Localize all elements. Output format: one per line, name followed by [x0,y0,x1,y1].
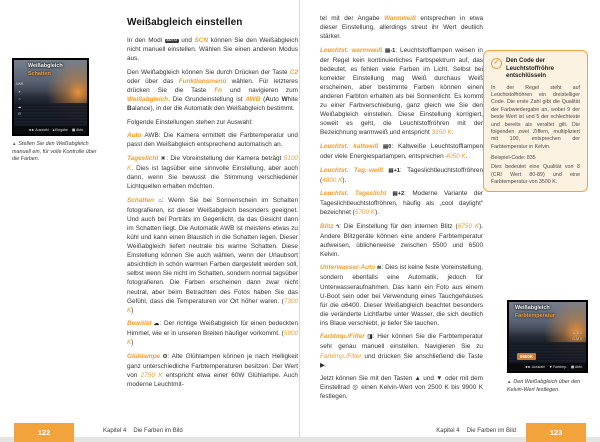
paragraph: tel mit der Angabe Warmweiß entsprechen in etwa dieser Einstellung, allerdings streut ihr Wert deutlich stärker. [320,15,483,41]
menu-button-icon: ▦ [72,128,76,132]
caption-text: Den Weißabgleich über den Kelvin-Wert festlegen. [507,379,581,393]
caption-text: Stellen Sie den Weißabgleich manuell ein, für volle Kontrolle über die Farben. [12,141,97,163]
section-title: Weißabgleich einstellen [127,17,243,28]
right-text-column [320,14,483,406]
wb-option-icon: ☀ [17,89,22,94]
page-bottom-edge [0,437,600,442]
hint-select: ◄►Auswahl [27,128,49,132]
paragraph: Schatten ⌂: Wenn Sie bei Sonnenschein im Schatten fotografieren, ist dieser Weißabgleich besonders geeignet. Und auch bei Porträts im Gegenlicht, da das Gesicht dann im Schatten liegt. Die Automatik AWB ist meistens etwas zu kühl und kann einen Blaustich in die Schatten legen. Dieser Weißabgleich liefert neutrale bis warme Schatten. Diese Einstellung können Sie auch wählen, wenn der Urlaubsort absichtlich in schön warmen Farben dargestellt werden soll, selbst wenn Sie nicht im Schatten, sondern normal tagsüber fotografieren. Die Farben erscheinen dann zwar nicht neutral, aber beim Betrachten des Fotos haben Sie das Gefühl, dass die Temperaturen vor Ort höher waren. (7300 K) [127,196,298,314]
tip-box-example-code: Beispiel-Code: 835 [491,154,536,161]
lcd-photo-harbor-dusk [509,302,586,371]
paragraph: Unterwasser-Auto ≋: Dies ist keine feste Voreinstellung, sondern ebenfalls eine Automatik, jedoch für Unterwasseraufnahmen. Das kann ein Foto aus einem U-Boot sein oder bei Verwendung eines Tauchgehäuses für die α6400. Dieser Weißabgleich beachtet besonders die veränderte Lichtfarbe unter Wasser, die sich deutlich ins Blaue verschiebt, je tiefer Sie tauchen. [320,264,483,327]
paragraph: Blitz ϟ: Die Einstellung für den internen Blitz (6750 K). Andere Blitzgeräte können eine andere Farbtemperatur aufweisen, üblicherweise zwischen 5500 und 6500 Kelvin. [320,222,483,258]
tip-box-header [491,58,580,81]
arrows-icon: ◄► [27,128,35,132]
lcd-hint-bar [509,363,586,371]
lcd-ab-gm-readout [572,331,582,343]
paragraph: In den Modi AUTO und SCN können Sie den Weißabgleich nicht manuell einstellen. Wählen Sie einen anderen Modus aus. [127,37,298,63]
paragraph: Leuchtst. Tageslicht ▤+2: Moderne Variante der Tageslichtleuchtstoffröhren, häufig als „cool daylight“ bezeichnet (5700 K). [320,190,483,217]
running-footer-right [436,428,516,434]
lcd-photo-harbor-dusk [14,60,87,134]
lcd-menu-title: Weißabgleich [515,305,550,311]
arrows-icon: ◄► [524,365,532,369]
gm-shift-value: G-M 0 [572,336,582,341]
hint-colortemp: ▼Farbtmp. [549,365,567,369]
lcd-selected-option: Schatten [28,71,51,77]
wb-option-icon: ʘ [18,112,21,117]
figure-caption-left [12,141,102,164]
page-number-left: 122 [14,423,74,442]
camera-lcd-white-balance-color-temp [507,300,588,373]
page-number-right: 123 [526,423,586,442]
running-footer-left [103,428,183,434]
paragraph: Auto AWB: Die Kamera ermittelt die Farbtemperatur und passt den Weißabgleich entsprechend automatisch an. [127,132,298,149]
lcd-selected-option: Farbtemperatur [515,313,555,319]
footer-section: Die Farben im Bild [133,428,183,434]
footer-section: Die Farben im Bild [466,428,516,434]
hint-cancel: ▦Abbr. [72,128,84,132]
camera-lcd-white-balance-shade [12,58,89,136]
paragraph: Bewölkt ☁: Der richtige Weißabgleich für einen bedeckten Himmel, wie er in unseren Breiten häufiger vorkommt. (5900 K) [127,320,298,347]
photo-skyline [14,90,87,100]
tip-box-fluorescent-code [483,50,588,192]
paragraph: Glühlampe ʘ: Alte Glühlampen können je nach Helligkeit ganz unterschiedliche Farbtemperaturen besitzen. Der Wert von 2750 K entspricht etwa einer 60W Glühlampe. Auch moderne Leuchtmit- [127,352,299,389]
paragraph: Tageslicht ☀: Die Voreinstellung der Kamera beträgt 5100 K. Dies ist tagsüber eine sinnvolle Einstellung, aber auch dann, wenn Sie bewusst die Stimmung verschiedener Lichtquellen erhalten möchten. [127,155,298,191]
kelvin-value-badge: 5500K [517,353,536,360]
tip-box-title: Den Code der Leuchtstoffröhre entschlüsseln [506,58,554,79]
figure-caption-right [507,379,593,394]
menu-button-icon: ▦ [571,365,575,369]
tip-box-paragraph: In der Regel steht auf Leuchtstoffröhren ein dreistelliger Code. Die erste Zahl gibt die Qualität der Farbwiedergabe an, wobei 9 der beste Wert ist und 5 der schlechteste und bereits als veraltet gilt. Die folgenden zwei Ziffern, multipliziert mit 100, entsprechen der Farbtemperatur in Kelvin. [491,84,580,150]
caption-triangle-icon: ▲ [12,141,17,146]
hint-select: ◄►Auswahl [524,365,546,369]
paragraph: Leuchtst. kaltweiß ▤0: Kaltweiße Leuchtstofflampen oder viele Energiesparlampen, entsprechen 4050 K. [320,143,484,160]
paragraph: Den Weißabgleich können Sie durch Drücken der Taste C2 oder über das Funktionsmenü wählen. Für letzteres drücken Sie die Taste Fn und navigieren zum Weißabgleich. Die Grundeinstellung ist AWB (Auto White Balance), in der die Automatik den Weißabgleich bestimmt. [127,68,299,113]
hint-enter: ●Eingabe [52,128,68,132]
paragraph: Leuchtst. warmweiß ▤-1: Leuchtstofflampen weisen in der Regel kein kontinuierliches Farbspektrum auf, das bedeutet, es fehlen viele Farben im Licht. Selbst bei korrekter Einstellung mag Weiß durchaus Weiß erscheinen, aber bestimmte Farben können einen anderen Farbton erhalten als bei Sonnenlicht. Es kommt zu einer Farbverschiebung, ganz gleich wie Sie den Weißabgleich einstellen. Diese Einstellung korrigiert, soweit es geht, die Leuchtstoffröhren mit der Bezeichnung warmweiß und entspricht 3150 K. [320,46,483,137]
hint-cancel: ▦Abbr. [571,365,583,369]
paragraph: Farbtmp./Filter ◨: Hier können Sie die Farbtemperatur sehr genau manuell einstellen. Navigieren Sie zu Farbtmp./Filter und drücken Sie anschließend die Taste ▶. [320,333,483,369]
wb-option-icon: ⌂ [18,97,21,102]
paragraph: Leuchtst. Tag.-weiß ▤+1: Tageslichtleuchtstoffröhren (4800 K). [320,166,483,184]
wb-option-icon: ☁ [17,104,22,109]
wb-option-icon: AWB [15,82,24,86]
lcd-hint-bar [14,126,87,134]
tip-box-paragraph: Dies bedeutet eine Qualität von 8 (CRI Wert 80-89) und eine Farbtemperatur von 3500 K. [491,164,580,185]
down-arrow-icon: ▼ [549,365,553,369]
footer-chapter: Kapitel 4 [436,428,460,434]
paragraph: Folgende Einstellungen stehen zur Auswahl: [127,118,253,126]
left-text-column [127,14,298,394]
wb-option-icons-strip [15,81,24,119]
paragraph: Jetzt können Sie mit den Tasten ▲ und ▼ oder mit dem Einstellrad ◎ einen Kelvin-Wert von 2500 K bis 9900 K festlegen. [320,375,483,401]
footer-chapter: Kapitel 4 [103,428,127,434]
ab-shift-value: A-B 0 [573,330,582,335]
checkmark-circle-icon: ✓ [491,58,502,69]
lcd-menu-title: Weißabgleich [28,63,63,69]
center-button-icon: ● [52,128,55,132]
page-gutter-divider [299,0,300,437]
caption-triangle-icon: ▲ [507,379,512,384]
